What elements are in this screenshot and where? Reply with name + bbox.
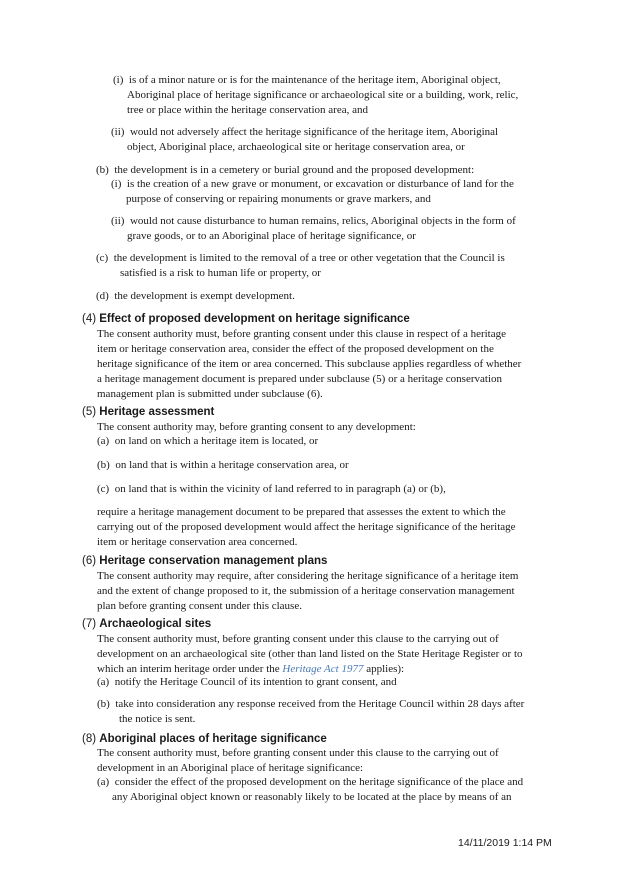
item-7a: (a) notify the Heritage Council of its intention to grant consent, and <box>97 676 397 688</box>
item-5b: (b) on land that is within a heritage conservation area, or <box>97 459 349 471</box>
heading-6 <box>82 554 327 569</box>
item-8a: (a) consider the effect of the proposed development on the heritage significance of the place and any Aboriginal object known or reasonably likely to be located at the place by means of an <box>97 776 524 803</box>
heading-7 <box>82 617 211 632</box>
heading-4 <box>82 312 410 327</box>
section-title: Archaeological sites <box>99 618 212 630</box>
footer-timestamp: 14/11/2019 1:14 PM <box>458 837 552 849</box>
item-marker: (ii) <box>111 215 125 227</box>
section-title: Heritage assessment <box>99 406 215 418</box>
item-a-i: (i) is of a minor nature or is for the maintenance of the heritage item, Aboriginal object, Aboriginal place of heritage significance or archaeological site or a building, work, relic, tree or place within the heritage conservation area, and <box>113 74 519 116</box>
item-c: (c) the development is limited to the removal of a tree or other vegetation that the Council is satisfied is a risk to human life or property, or <box>96 252 505 279</box>
section-5-tail: require a heritage management document to be prepared that assesses the extent to which the carrying out of the proposed development would affect the heritage significance of the heritage item or heritage conservation area concerned. <box>97 506 516 548</box>
item-b-ii: (ii) would not cause disturbance to human remains, relics, Aboriginal objects in the form of grave goods, or to an Aboriginal place of heritage significance, or <box>111 215 516 242</box>
section-title: Heritage conservation management plans <box>99 555 328 567</box>
item-marker: (d) <box>96 290 109 302</box>
item-marker: (b) <box>96 164 109 176</box>
item-a-ii: (ii) would not adversely affect the heritage significance of the heritage item, Aboriginal object, Aboriginal place, archaeological site or heritage conservation area, or <box>111 126 499 153</box>
section-title: Effect of proposed development on heritage significance <box>99 313 410 325</box>
section-number: (6) <box>82 555 97 567</box>
section-number: (5) <box>82 406 97 418</box>
item-7b: (b) take into consideration any response received from the Heritage Council within 28 days after the notice is sent. <box>97 698 525 725</box>
section-6-body: The consent authority may require, after considering the heritage significance of a heritage item and the extent of change proposed to it, the submission of a heritage conservation management plan before granting consent under this clause. <box>97 570 519 612</box>
section-5-intro: The consent authority may, before granting consent to any development: <box>97 421 416 433</box>
item-marker: (b) <box>97 459 110 471</box>
item-marker: (c) <box>96 252 109 264</box>
item-marker: (i) <box>113 74 124 86</box>
heritage-act-link[interactable]: Heritage Act 1977 <box>282 663 364 675</box>
heading-8 <box>82 732 327 747</box>
item-marker: (c) <box>97 483 110 495</box>
item-marker: (ii) <box>111 126 125 138</box>
item-marker: (a) <box>97 435 110 447</box>
item-marker: (a) <box>97 676 110 688</box>
section-number: (8) <box>82 733 97 745</box>
item-marker: (b) <box>97 698 110 710</box>
section-title: Aboriginal places of heritage significance <box>99 733 327 745</box>
item-b-i: (i) is the creation of a new grave or monument, or excavation or disturbance of land for the purpose of conserving or repairing monuments or grave markers, and <box>111 178 514 205</box>
item-5a: (a) on land on which a heritage item is located, or <box>97 435 319 447</box>
item-marker: (a) <box>97 776 110 788</box>
item-b: (b) the development is in a cemetery or burial ground and the proposed development: <box>96 164 475 176</box>
section-4-body: The consent authority must, before granting consent under this clause in respect of a heritage item or heritage conservation area, consider the effect of the proposed development on the heritage significance of the item or area concerned. This subclause applies regardless of whether a heritage management document is prepared under subclause (5) or a heritage conservation management plan is submitted under subclause (6). <box>97 328 522 400</box>
section-number: (4) <box>82 313 97 325</box>
item-5c: (c) on land that is within the vicinity of land referred to in paragraph (a) or (b), <box>97 483 446 495</box>
section-7-body: The consent authority must, before granting consent under this clause to the carrying out of development on an archaeological site (other than land listed on the State Heritage Register or to which an interim heritage order under the Heritage Act 1977 applies): <box>97 633 523 675</box>
item-marker: (i) <box>111 178 122 190</box>
section-8-body: The consent authority must, before granting consent under this clause to the carrying out of development in an Aboriginal place of heritage significance: <box>97 747 499 774</box>
heading-5 <box>82 405 214 420</box>
section-number: (7) <box>82 618 97 630</box>
item-d: (d) the development is exempt development. <box>96 290 295 302</box>
